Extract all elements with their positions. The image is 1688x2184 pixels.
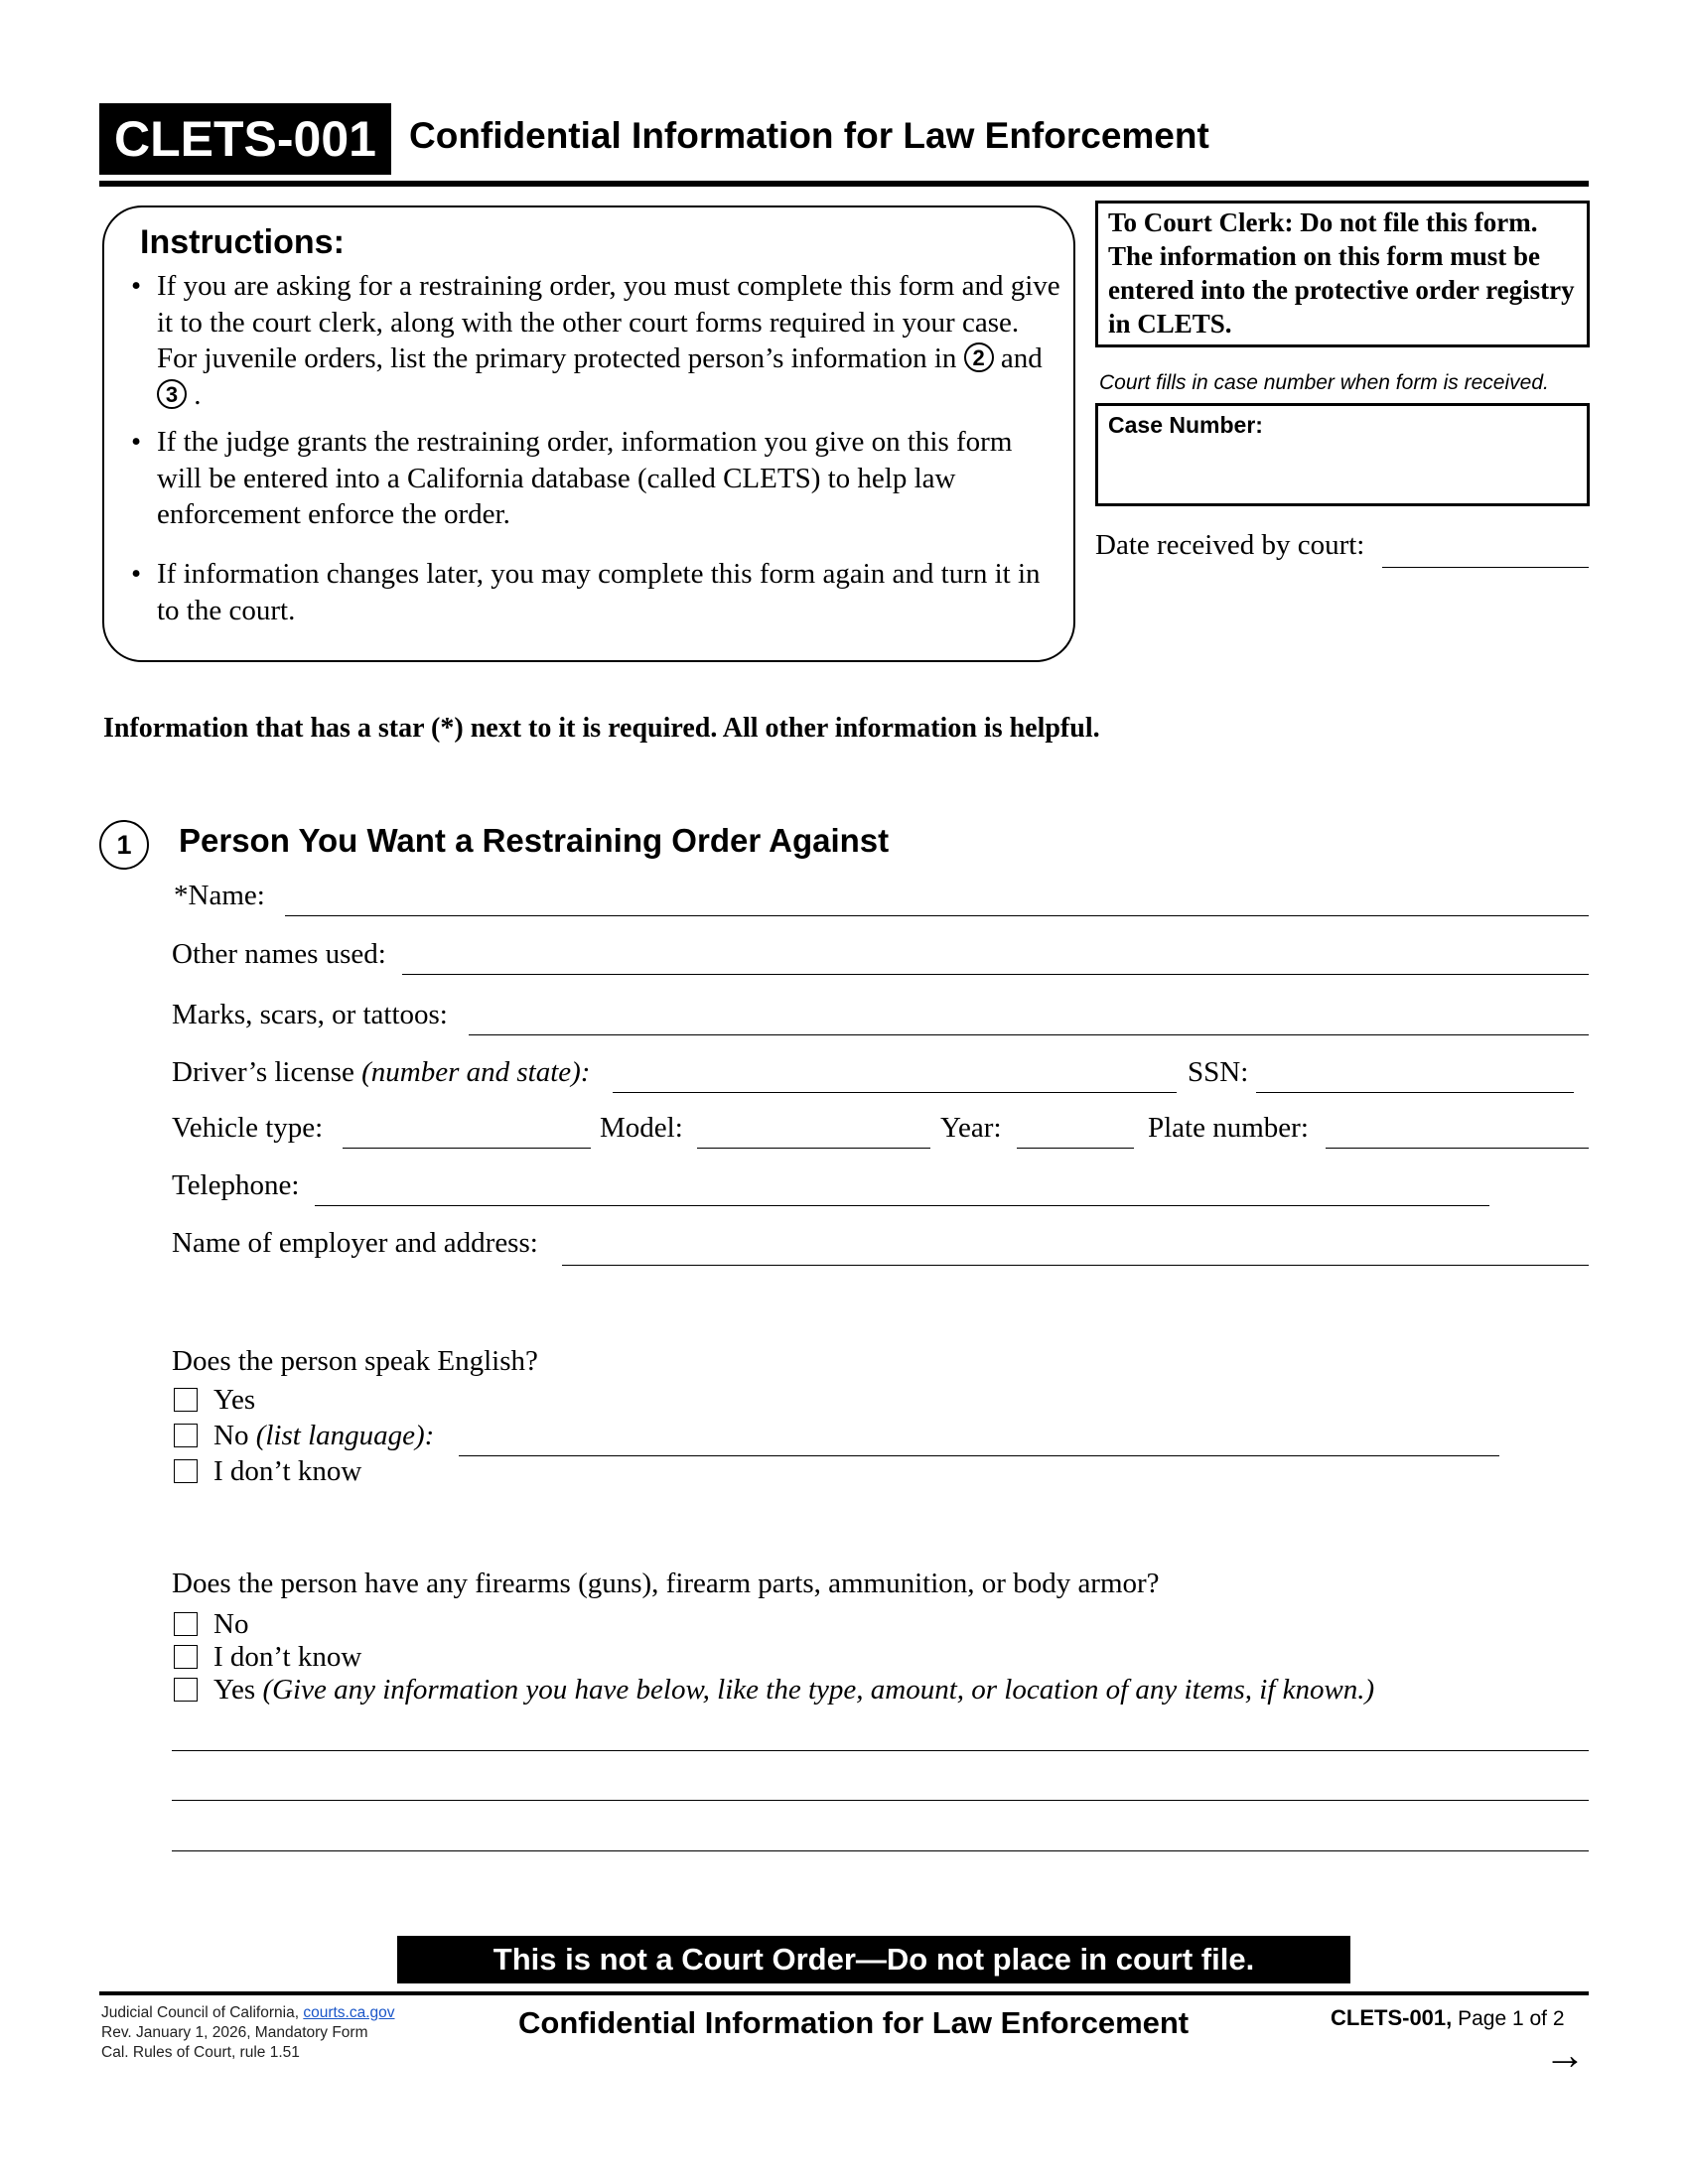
date-received-input[interactable] xyxy=(1382,567,1589,568)
name-label: *Name: xyxy=(174,880,265,911)
english-no-hint: (list language): xyxy=(255,1420,435,1451)
english-yes-label: Yes xyxy=(213,1384,256,1416)
plate-number-input[interactable] xyxy=(1326,1148,1589,1149)
case-number-field[interactable] xyxy=(1095,403,1590,506)
english-dont-know-label: I don’t know xyxy=(213,1455,362,1487)
footer-left-info xyxy=(101,2003,395,2063)
marks-input[interactable] xyxy=(469,1034,1589,1035)
section-title: Person You Want a Restraining Order Against xyxy=(179,822,890,859)
vehicle-type-input[interactable] xyxy=(343,1148,591,1149)
instruction-bullet-2: • If the judge grants the restraining order, information you give on this form will be entered into a California database (called CLETS) to help law enforcement enforce the order. xyxy=(131,424,1060,533)
name-input[interactable] xyxy=(285,915,1589,916)
footer-rules: Cal. Rules of Court, rule 1.51 xyxy=(101,2044,300,2061)
telephone-input[interactable] xyxy=(315,1205,1489,1206)
language-input[interactable] xyxy=(459,1455,1499,1456)
firearms-question: Does the person have any firearms (guns), firearm parts, ammunition, or body armor? xyxy=(172,1568,1160,1599)
employer-label: Name of employer and address: xyxy=(172,1227,538,1259)
instruction-bullet-3-text: If information changes later, you may complete this form again and turn it in to the court. xyxy=(157,558,1041,626)
instruction-bullet-2-text: If the judge grants the restraining order, information you give on this form will be entered into a California database (called CLETS) to help law enforcement enforce the order. xyxy=(157,426,1013,530)
firearms-yes-label-text: Yes xyxy=(213,1674,256,1706)
footer-council-line xyxy=(101,2003,395,2023)
firearms-no-checkbox[interactable] xyxy=(174,1612,198,1636)
required-note: Information that has a star (*) next to it is required. All other information is helpful. xyxy=(103,713,1100,744)
other-names-label: Other names used: xyxy=(172,938,386,970)
footer-page-info xyxy=(1331,2005,1565,2031)
instruction-bullet-3: • If information changes later, you may complete this form again and turn it in to the court. xyxy=(131,556,1060,635)
instruction-joiner: and xyxy=(1000,342,1043,374)
footer-form-ref: CLETS-001, xyxy=(1331,2005,1453,2030)
firearms-details-line-2[interactable] xyxy=(172,1800,1589,1801)
instructions-title: Instructions: xyxy=(140,223,345,261)
courts-link[interactable]: courts.ca.gov xyxy=(303,2004,395,2021)
english-question: Does the person speak English? xyxy=(172,1345,538,1377)
other-names-input[interactable] xyxy=(402,974,1589,975)
firearms-dont-know-checkbox[interactable] xyxy=(174,1645,198,1669)
instruction-bullet-1: • If you are asking for a restraining order, you must complete this form and give it to the court clerk, along with the other court forms required in your case. For juvenile orders, list the primary protected person’s information in 2 and 3 . xyxy=(131,270,1060,411)
plate-number-label: Plate number: xyxy=(1148,1112,1309,1144)
english-no-label xyxy=(213,1420,434,1452)
model-input[interactable] xyxy=(697,1148,930,1149)
footer-title: Confidential Information for Law Enforcement xyxy=(518,2005,1190,2040)
ssn-input[interactable] xyxy=(1256,1092,1574,1093)
employer-input[interactable] xyxy=(562,1265,1589,1266)
marks-label: Marks, scars, or tattoos: xyxy=(172,999,448,1030)
drivers-license-label xyxy=(172,1056,590,1089)
court-fills-note: Court fills in case number when form is received. xyxy=(1099,371,1549,394)
next-page-arrow-icon[interactable]: → xyxy=(1544,2031,1586,2078)
year-label: Year: xyxy=(940,1112,1002,1144)
drivers-license-hint: (number and state): xyxy=(361,1056,591,1088)
english-no-label-text: No xyxy=(213,1420,249,1451)
footer-page-number: Page 1 of 2 xyxy=(1458,2007,1565,2030)
vehicle-type-label: Vehicle type: xyxy=(172,1112,324,1144)
year-input[interactable] xyxy=(1017,1148,1134,1149)
date-received-label: Date received by court: xyxy=(1095,529,1365,561)
firearms-details-line-3[interactable] xyxy=(172,1850,1589,1851)
firearms-no-label: No xyxy=(213,1608,249,1640)
firearms-dont-know-label: I don’t know xyxy=(213,1641,362,1673)
header-rule xyxy=(99,181,1589,187)
section-number-1: 1 xyxy=(99,820,149,870)
firearms-yes-checkbox[interactable] xyxy=(174,1678,198,1702)
not-court-order-banner: This is not a Court Order—Do not place in court file. xyxy=(397,1936,1350,1983)
drivers-license-label-text: Driver’s license xyxy=(172,1056,354,1088)
model-label: Model: xyxy=(600,1112,683,1144)
firearms-yes-hint: (Give any information you have below, like the type, amount, or location of any items, if known.) xyxy=(262,1674,1375,1706)
footer-rule xyxy=(99,1991,1589,1995)
form-title: Confidential Information for Law Enforcement xyxy=(409,115,1209,156)
english-no-checkbox[interactable] xyxy=(174,1424,198,1447)
section-ref-3: 3 xyxy=(157,379,187,409)
footer-council: Judicial Council of California, xyxy=(101,2004,300,2021)
case-number-label: Case Number: xyxy=(1108,412,1263,438)
section-ref-2: 2 xyxy=(964,342,994,372)
form-id-badge: CLETS-001 xyxy=(99,103,391,175)
firearms-details-line-1[interactable] xyxy=(172,1750,1589,1751)
telephone-label: Telephone: xyxy=(172,1169,300,1201)
english-dont-know-checkbox[interactable] xyxy=(174,1459,198,1483)
drivers-license-input[interactable] xyxy=(613,1092,1177,1093)
instruction-bullet-1-text: If you are asking for a restraining order, you must complete this form and give it to the court clerk, along with the other court forms required in your case. For juvenile orders, list the primary protected person’s information in xyxy=(157,270,1060,374)
clerk-notice-box: To Court Clerk: Do not file this form. The information on this form must be entered into the protective order registry in CLETS. xyxy=(1095,201,1590,347)
english-yes-checkbox[interactable] xyxy=(174,1388,198,1412)
instruction-end: . xyxy=(194,378,202,411)
ssn-label: SSN: xyxy=(1188,1056,1249,1088)
firearms-yes-label xyxy=(213,1674,1374,1706)
footer-revision: Rev. January 1, 2026, Mandatory Form xyxy=(101,2024,368,2041)
